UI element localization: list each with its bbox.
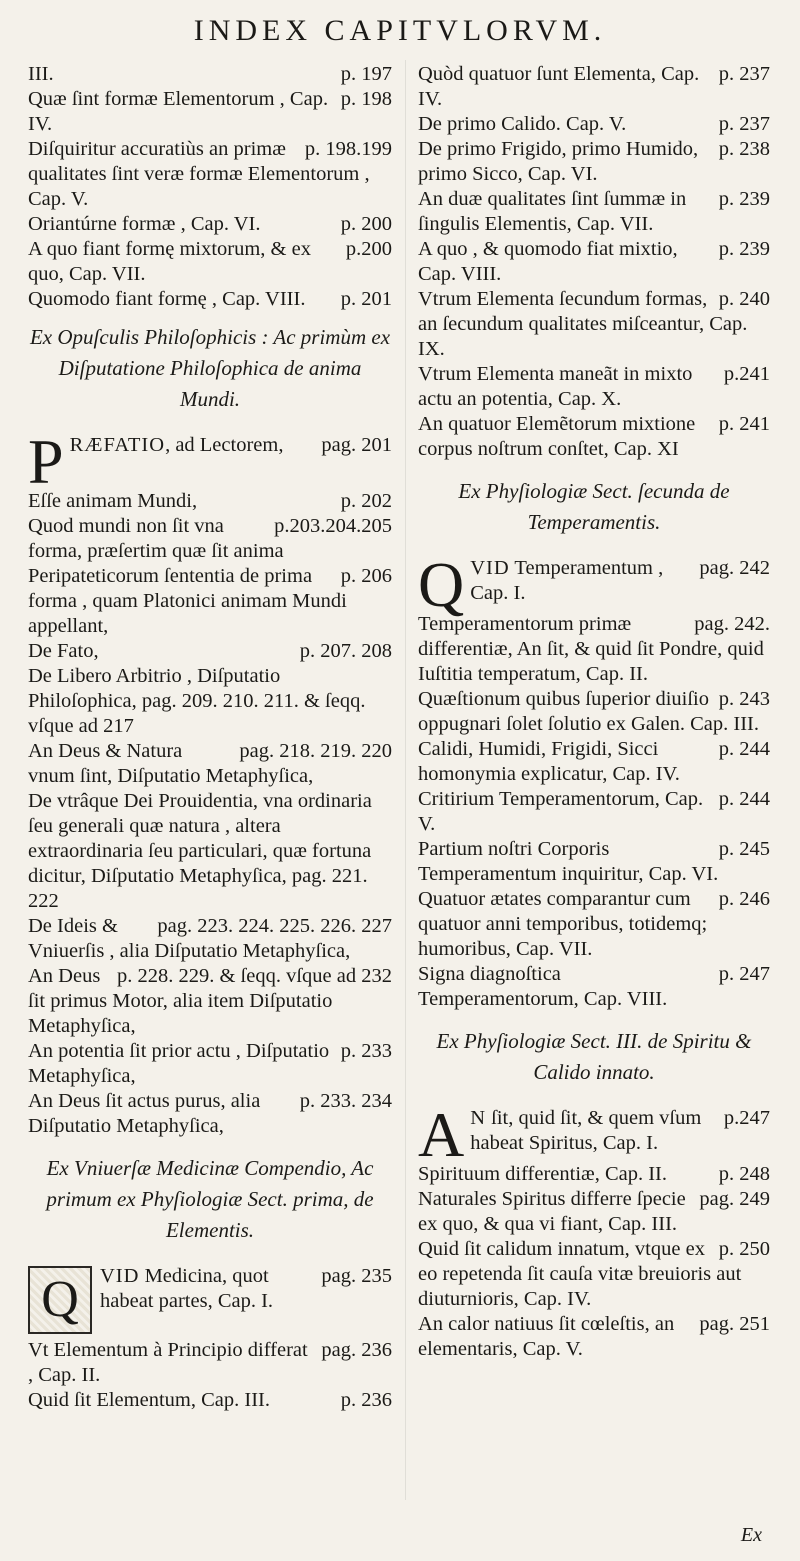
entry-title: Medicina, quot habeat partes, Cap. I. <box>100 1265 274 1312</box>
entry-title: Quod mundi non ſit vna forma, præſertim quæ ſit anima <box>28 515 284 562</box>
index-entry <box>418 362 770 412</box>
entry-lead-word: N <box>470 1107 487 1129</box>
entry-page-ref: p.241 <box>723 363 770 385</box>
drop-cap-q: Q <box>418 549 465 620</box>
entry-lead-word: RÆFATIO <box>69 434 166 456</box>
entry-page-ref: pag. 236 <box>321 1339 392 1361</box>
index-entry <box>418 687 770 737</box>
entry-page-ref: p. 244 <box>718 788 770 810</box>
index-entry <box>418 1312 770 1362</box>
index-entry <box>418 549 770 620</box>
index-entry <box>28 237 392 287</box>
entry-page-ref: p. 245 <box>718 838 770 860</box>
entry-title: An calor natiuus ſit cœleſtis, an elementaris, Cap. V. <box>418 1313 675 1360</box>
index-entry <box>28 739 392 789</box>
page-title: INDEX CAPITVLORVM. <box>193 14 607 47</box>
entry-page-ref: pag. 218. 219. 220 <box>239 740 392 762</box>
index-entry <box>28 212 392 237</box>
index-entry <box>28 1089 392 1139</box>
entry-page-ref: p. 248 <box>718 1163 770 1185</box>
index-entry <box>418 1099 770 1170</box>
index-entry <box>418 1187 770 1237</box>
entry-title: De primo Frigido, primo Humido, primo Sicco, Cap. VI. <box>418 138 699 185</box>
entry-title: Vtrum Elementa maneãt in mixto actu an potentia, Cap. X. <box>418 363 693 410</box>
entry-title: De Libero Arbitrio , Diſputatio Philoſophica, pag. 209. 210. 211. & ſeqq. vſque ad 217 <box>28 665 366 737</box>
index-entry <box>28 639 392 664</box>
entry-title: A quo , & quomodo fiat mixtio, Cap. VIII. <box>418 238 678 285</box>
entry-title: Vt Elementum à Principio differat , Cap. II. <box>28 1339 308 1386</box>
drop-cap-p: P <box>28 426 64 497</box>
entry-page-ref: p. 239 <box>718 238 770 260</box>
catchword: Ex <box>740 1524 762 1546</box>
entry-page-ref: p.200 <box>345 238 392 260</box>
index-entry <box>418 112 770 137</box>
entry-title: Partium noſtri Corporis Temperamentum inquiritur, Cap. VI. <box>418 838 719 885</box>
section-heading-spiritu: Ex Phyſiologiæ Sect. III. de Spiritu & Calido innato. <box>436 1029 752 1084</box>
index-entry <box>28 789 392 914</box>
index-entry <box>418 737 770 787</box>
section-heading-temperamentis: Ex Phyſiologiæ Sect. ſecunda de Temperamentis. <box>458 479 730 534</box>
entry-title: Quatuor ætates comparantur cum quatuor anni temporibus, totidemq; humoribus, Cap. VII. <box>418 888 708 960</box>
index-entry <box>28 137 392 212</box>
entry-title: De primo Calido. Cap. V. <box>418 113 627 135</box>
entry-page-ref: p. 207. 208 <box>299 640 392 662</box>
index-entry <box>28 87 392 137</box>
index-entry <box>28 1338 392 1388</box>
entry-title: An potentia ſit prior actu , Diſputatio Metaphyſica, <box>28 1040 330 1087</box>
entry-title: Critirium Temperamentorum, Cap. V. <box>418 788 704 835</box>
entry-title: Temperamentum , Cap. I. <box>470 557 664 604</box>
entry-title: Eſſe animam Mundi, <box>28 490 198 512</box>
index-entry <box>418 837 770 887</box>
entry-page-ref: p. 200 <box>340 213 392 235</box>
entry-page-ref: p. 239 <box>718 188 770 210</box>
entry-title: An quatuor Elemẽtorum mixtione corpus noſtrum conſtet, Cap. XI <box>418 413 696 460</box>
entry-title: III. <box>28 63 54 85</box>
index-entry <box>418 1237 770 1312</box>
entry-page-ref: p. 198 <box>340 88 392 110</box>
entry-page-ref: p. 243 <box>718 688 770 710</box>
index-entry <box>28 62 392 87</box>
entry-title: Naturales Spiritus differre ſpecie ex quo, & qua vi fiant, Cap. III. <box>418 1188 686 1235</box>
right-block-2 <box>418 549 770 1012</box>
entry-title: De vtrâque Dei Prouidentia, vna ordinaria ſeu generali quæ natura , altera extraordinaria ſeu particulari, quæ fortuna dicitur, Diſputatio Metaphyſica, pag. 221. 222 <box>28 790 372 912</box>
index-entry <box>418 887 770 962</box>
entry-page-ref: pag. 223. 224. 225. 226. 227 <box>157 915 392 937</box>
entry-page-ref: pag. 249 <box>699 1188 770 1210</box>
entry-title: Quæſtionum quibus ſuperior diuiſio oppugnari ſolet ſolutio ex Galen. Cap. III. <box>418 688 760 735</box>
entry-title: Peripateticorum ſententia de prima forma , quam Platonici animam Mundi appellant, <box>28 565 347 637</box>
entry-page-ref: p. 202 <box>340 490 392 512</box>
index-entry <box>418 287 770 362</box>
entry-page-ref: p. 247 <box>718 963 770 985</box>
index-entry <box>28 664 392 739</box>
left-block-1 <box>28 62 392 312</box>
entry-title: An Deus & Natura vnum ſint, Diſputatio Metaphyſica, <box>28 740 314 787</box>
entry-page-ref: pag. 242 <box>699 557 770 579</box>
entry-page-ref: p. 241 <box>718 413 770 435</box>
entry-page-ref: p. 206 <box>340 565 392 587</box>
entry-title: Quid ſit Elementum, Cap. III. <box>28 1389 270 1411</box>
entry-title: Quomodo fiant formę , Cap. VIII. <box>28 288 306 310</box>
entry-lead-word: VID <box>100 1265 140 1287</box>
index-entry <box>28 1388 392 1413</box>
entry-title: A quo fiant formę mixtorum, & ex quo, Cap. VII. <box>28 238 311 285</box>
index-entry <box>28 426 392 497</box>
entry-page-ref: p.247 <box>723 1107 770 1129</box>
entry-title: Vtrum Elementa ſecundum formas, an ſecundum qualitates miſceantur, Cap. IX. <box>418 288 748 360</box>
entry-page-ref: pag. 201 <box>321 434 392 456</box>
section-heading-opuscula: Ex Opuſculis Philoſophicis : Ac primùm ex Diſputatione Philoſophica de anima Mundi. <box>29 325 391 411</box>
column-divider <box>405 60 406 1500</box>
entry-page-ref: pag. 242. <box>694 613 770 635</box>
entry-title: , ad Lectorem, <box>165 434 284 456</box>
entry-page-ref: pag. 235 <box>321 1265 392 1287</box>
entry-page-ref: p. 197 <box>340 63 392 85</box>
index-entry <box>418 1162 770 1187</box>
entry-page-ref: p. 244 <box>718 738 770 760</box>
entry-page-ref: p. 201 <box>340 288 392 310</box>
entry-title: Signa diagnoſtica Temperamentorum, Cap. VIII. <box>418 963 668 1010</box>
entry-title: De Ideis & Vniuerſis , alia Diſputatio Metaphyſica, <box>28 915 351 962</box>
index-entry <box>28 1039 392 1089</box>
index-entry <box>28 489 392 514</box>
index-entry <box>418 787 770 837</box>
index-entry <box>28 914 392 964</box>
index-entry <box>28 564 392 639</box>
entry-title: An Deus ſit actus purus, alia Diſputatio Metaphyſica, <box>28 1090 261 1137</box>
entry-title: An Deus ſit primus Motor, alia item Diſputatio Metaphyſica, <box>28 965 333 1037</box>
drop-cap-a: A <box>418 1099 465 1170</box>
entry-title: Diſquiritur accuratiùs an primæ qualitates ſint veræ formæ Elementorum , Cap. V. <box>28 138 370 210</box>
entry-page-ref: pag. 251 <box>699 1313 770 1335</box>
entry-page-ref: p. 233. 234 <box>299 1090 392 1112</box>
entry-title: De Fato, <box>28 640 99 662</box>
index-entry <box>418 612 770 687</box>
left-block-2 <box>28 426 392 1139</box>
index-entry <box>418 137 770 187</box>
index-entry <box>418 187 770 237</box>
entry-lead-word: VID <box>470 557 510 579</box>
ornamental-drop-cap-q: Q <box>28 1266 92 1334</box>
entry-title: Temperamentorum primæ differentiæ, An ſit, & quid ſit Pondre, quid Iuſtitia temperatum, Cap. II. <box>418 613 764 685</box>
index-entry <box>28 964 392 1039</box>
entry-page-ref: p. 228. 229. & ſeqq. vſque ad 232 <box>116 965 392 987</box>
left-block-3 <box>28 1264 392 1413</box>
entry-page-ref: p. 250 <box>718 1238 770 1260</box>
entry-title: Quid ſit calidum innatum, vtque ex eo repetenda ſit cauſa vitæ breuioris aut diuturnioris, Cap. IV. <box>418 1238 742 1310</box>
right-block-1 <box>418 62 770 462</box>
entry-title: Oriantúrne formæ , Cap. VI. <box>28 213 261 235</box>
entry-title: Quòd quatuor ſunt Elementa, Cap. IV. <box>418 63 700 110</box>
section-heading-compendium: Ex Vniuerſæ Medicinæ Compendio, Ac primum ex Phyſiologiæ Sect. prima, de Elementis. <box>46 1156 374 1242</box>
index-entry <box>418 962 770 1012</box>
right-block-3 <box>418 1099 770 1362</box>
entry-title: Spirituum differentiæ, Cap. II. <box>418 1163 668 1185</box>
entry-title: Calidi, Humidi, Frigidi, Sicci homonymia explicatur, Cap. IV. <box>418 738 680 785</box>
entry-page-ref: p. 237 <box>718 113 770 135</box>
entry-page-ref: p. 233 <box>340 1040 392 1062</box>
index-entry <box>418 412 770 462</box>
index-entry <box>28 287 392 312</box>
entry-title: ſit, quid ſit, & quem vſum habeat Spiritus, Cap. I. <box>470 1107 702 1154</box>
entry-page-ref: p.203.204.205 <box>274 515 392 537</box>
entry-page-ref: p. 246 <box>718 888 770 910</box>
entry-page-ref: p. 237 <box>718 63 770 85</box>
entry-title: Quæ ſint formæ Elementorum , Cap. IV. <box>28 88 329 135</box>
index-entry <box>28 514 392 564</box>
entry-title: An duæ qualitates ſint ſummæ in ſingulis Elementis, Cap. VII. <box>418 188 687 235</box>
right-column <box>418 62 770 1362</box>
left-column <box>28 62 392 1413</box>
entry-page-ref: p. 238 <box>718 138 770 160</box>
entry-page-ref: p. 236 <box>340 1389 392 1411</box>
index-entry <box>418 237 770 287</box>
index-entry <box>418 62 770 112</box>
entry-page-ref: p. 240 <box>718 288 770 310</box>
entry-page-ref: p. 198.199 <box>304 138 392 160</box>
